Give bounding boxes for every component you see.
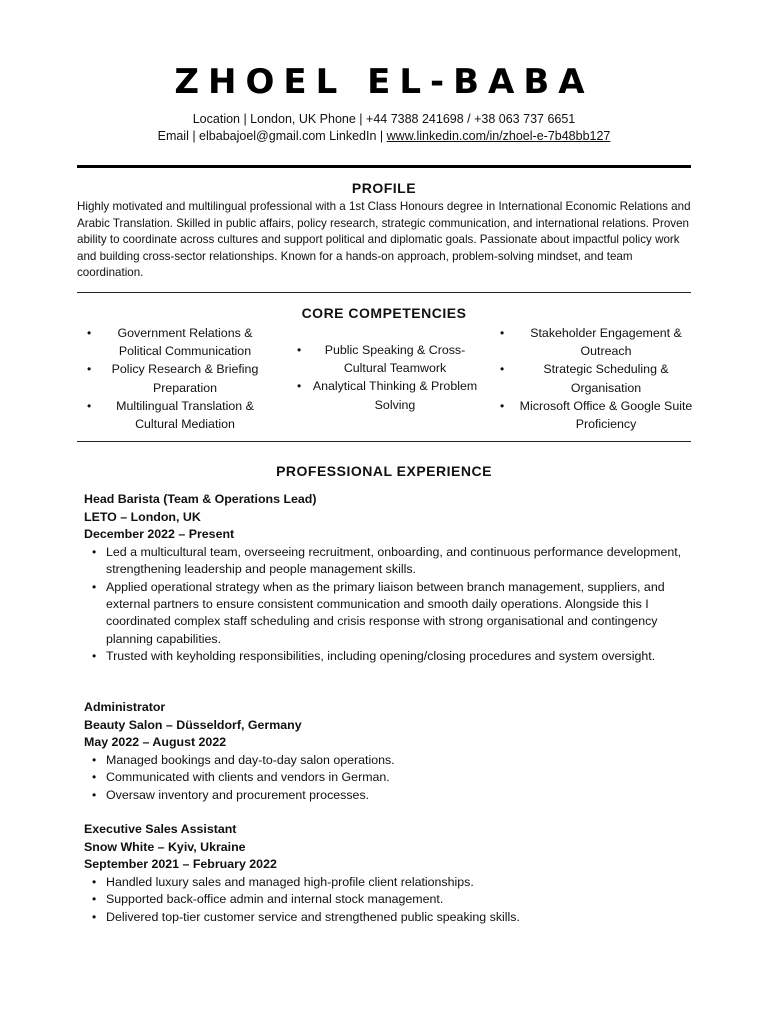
competency-item: • Policy Research & Briefing Preparation: [87, 362, 259, 395]
contact-line-email-linkedin: [0, 129, 768, 143]
job-bullet: • Managed bookings and day-to-day salon operations.: [84, 752, 699, 769]
job-bullet: • Led a multicultural team, overseeing recruitment, onboarding, and continuous performance development, strengthening leadership and people management skills.: [84, 544, 699, 579]
competencies-column-2: [297, 341, 480, 414]
competency-item: • Multilingual Translation & Cultural Mediation: [87, 398, 254, 432]
bullet-icon: •: [500, 326, 505, 340]
job-dates: May 2022 – August 2022: [84, 735, 227, 750]
competency-item: • Public Speaking & Cross-Cultural Teamwork: [297, 343, 466, 376]
bullet-icon: •: [297, 343, 302, 357]
job-bullet: • Trusted with keyholding responsibilities, including opening/closing procedures and system oversight.: [84, 648, 699, 665]
contact-line-location-phone: Location | London, UK Phone | +44 7388 241698 / +38 063 737 6651: [192, 112, 576, 126]
email-linkedin-label: Email | elbabajoel@gmail.com LinkedIn |: [157, 129, 387, 143]
competency-item: • Microsoft Office & Google Suite Proficiency: [500, 398, 693, 432]
competencies-column-3: [500, 324, 696, 433]
job-bullet: • Communicated with clients and vendors in German.: [84, 769, 699, 786]
competency-item: • Analytical Thinking & Problem Solving: [297, 379, 478, 412]
linkedin-link[interactable]: www.linkedin.com/in/zhoel-e-7b48bb127: [386, 129, 611, 143]
bullet-icon: •: [297, 379, 302, 394]
job-bullet: • Handled luxury sales and managed high-profile client relationships.: [84, 874, 699, 891]
competencies-heading: CORE COMPETENCIES: [301, 305, 467, 321]
job-role: Administrator: [84, 700, 166, 714]
job-entry: [84, 699, 699, 804]
bullet-icon: •: [500, 398, 505, 413]
job-role: Head Barista (Team & Operations Lead): [84, 492, 317, 506]
job-bullets: [84, 752, 699, 804]
job-bullets: [84, 544, 699, 666]
profile-text: Highly motivated and multilingual professional with a 1st Class Honours degree in International Economic Relations and Arabic Translation. Skilled in public affairs, policy research, strategic communication, and international relations. Proven ability to coordinate across cultures and support political and diplomatic goals. Passionate about impactful policy work and building cross-sector relationships. Known for a hands-on approach, problem-solving mindset, and team coordination.: [77, 200, 691, 280]
job-bullet: • Supported back-office admin and internal stock management.: [84, 891, 699, 908]
job-bullet: • Applied operational strategy when as the primary liaison between branch management, suppliers, and external partners to ensure consistent communication and smooth daily operations. Alongside this I coordinated complex staff scheduling and crisis response with strong organisational and contingency planning capabilities.: [84, 579, 699, 649]
job-bullet: • Delivered top-tier customer service and strengthened public speaking skills.: [84, 909, 699, 926]
job-entry: [84, 491, 699, 666]
job-company: LETO – London, UK: [84, 509, 201, 524]
bullet-icon: •: [87, 398, 92, 413]
competencies-divider: [77, 441, 691, 442]
competency-item: • Stakeholder Engagement & Outreach: [500, 326, 682, 359]
bullet-icon: •: [87, 362, 92, 377]
bullet-icon: •: [87, 326, 92, 340]
header-divider: [77, 165, 691, 168]
competencies-column-1: [87, 324, 270, 433]
job-company: Beauty Salon – Düsseldorf, Germany: [84, 717, 302, 732]
competency-item: • Government Relations & Political Communication: [87, 326, 253, 359]
job-bullet: • Oversaw inventory and procurement processes.: [84, 787, 699, 804]
job-role: Executive Sales Assistant: [84, 822, 237, 836]
job-company: Snow White – Kyiv, Ukraine: [84, 839, 246, 854]
job-dates: September 2021 – February 2022: [84, 857, 277, 872]
job-dates: December 2022 – Present: [84, 527, 235, 542]
job-entry: [84, 821, 699, 926]
competency-item: • Strategic Scheduling & Organisation: [500, 362, 669, 395]
profile-heading: PROFILE: [351, 180, 417, 196]
job-bullets: [84, 874, 699, 926]
bullet-icon: •: [500, 362, 505, 377]
profile-divider: [77, 292, 691, 293]
experience-heading: PROFESSIONAL EXPERIENCE: [276, 463, 492, 479]
candidate-name: ZHOEL EL-BABA: [174, 62, 594, 102]
